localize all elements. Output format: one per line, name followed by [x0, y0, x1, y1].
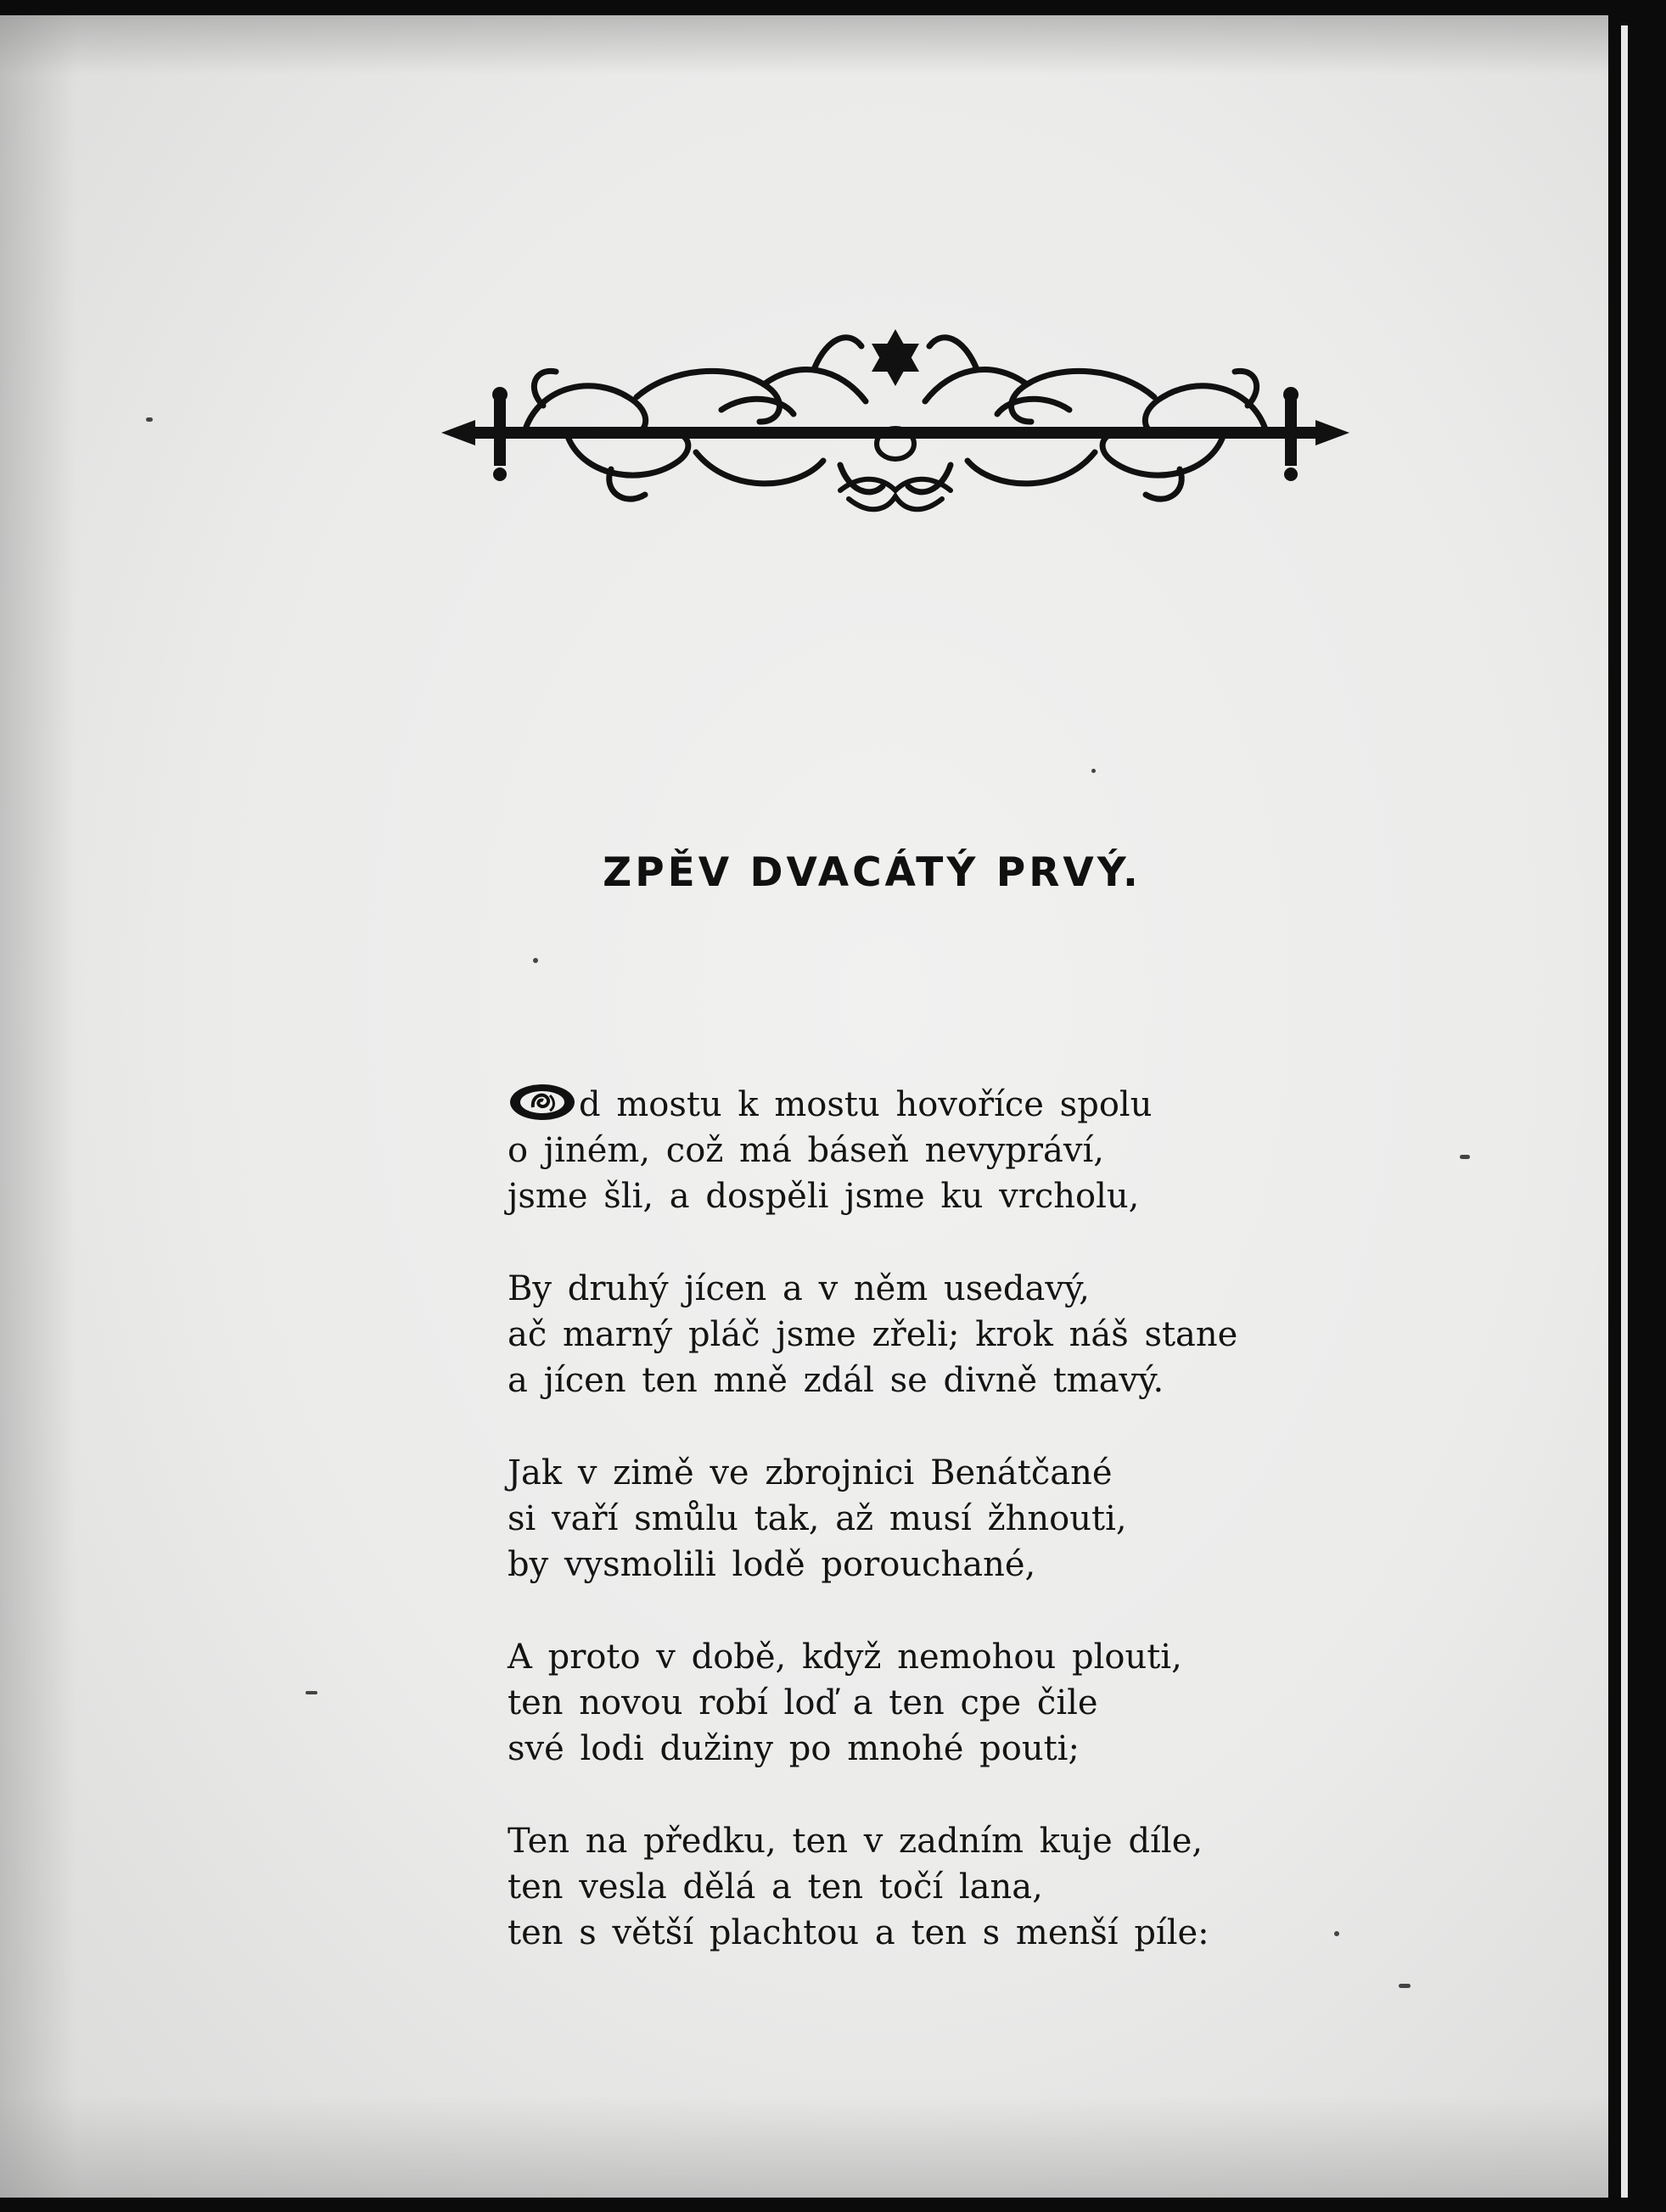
- poem-line: [508, 1082, 1356, 1128]
- page-shadow-bottom: [0, 2096, 1608, 2198]
- poem-line: by vysmolili lodě porouchané,: [508, 1545, 1036, 1584]
- poem-line: ten novou robí loď a ten cpe čile: [508, 1683, 1098, 1722]
- scan-speck: [533, 958, 538, 963]
- poem-line: o jiném, což má báseň nevypráví,: [508, 1131, 1104, 1170]
- stanza: [508, 1266, 1356, 1403]
- poem-line: jsme šli, a dospěli jsme ku vrcholu,: [508, 1177, 1140, 1216]
- scan-speck: [1460, 1155, 1470, 1159]
- stanza: [508, 1082, 1356, 1219]
- scan-speck: [1091, 769, 1096, 773]
- poem-line: Jak v zimě ve zbrojnici Benátčané: [508, 1453, 1113, 1492]
- chapter-title: ZPĚV DVACÁTÝ PRVÝ.: [603, 849, 1142, 896]
- poem-line: a jícen ten mně zdál se divně tmavý.: [508, 1361, 1164, 1400]
- scan-speck: [306, 1691, 317, 1694]
- poem-line: A proto v době, když nemohou plouti,: [508, 1638, 1182, 1677]
- first-line-text: d mostu k mostu hovoříce spolu: [579, 1085, 1153, 1124]
- stanza: [508, 1818, 1356, 1956]
- scan-speck: [1399, 1984, 1411, 1988]
- poem-line: Ten na předku, ten v zadním kuje díle,: [508, 1822, 1203, 1861]
- star-of-david-vignette-icon: [441, 316, 1349, 537]
- scan-speck: [1334, 1931, 1339, 1936]
- stanza: [508, 1450, 1356, 1588]
- poem-text: [508, 1082, 1356, 2002]
- page-shadow-top: [0, 15, 1608, 75]
- poem-line: si vaří smůlu tak, až musí žhnouti,: [508, 1499, 1127, 1538]
- poem-line: své lodi dužiny po mnohé pouti;: [508, 1729, 1080, 1768]
- next-page-edge: [1621, 25, 1628, 2198]
- ornamental-initial-o-icon: [508, 1082, 577, 1123]
- poem-line: By druhý jícen a v něm usedavý,: [508, 1269, 1090, 1308]
- page-sheet: [0, 15, 1608, 2198]
- stanza: [508, 1634, 1356, 1772]
- poem-line: ten vesla dělá a ten točí lana,: [508, 1868, 1043, 1907]
- poem-line: ten s větší plachtou a ten s menší píle:: [508, 1913, 1209, 1952]
- scan-speck: [146, 417, 153, 422]
- page-shadow-left: [0, 15, 76, 2198]
- poem-line: ač marný pláč jsme zřeli; krok náš stane: [508, 1315, 1238, 1354]
